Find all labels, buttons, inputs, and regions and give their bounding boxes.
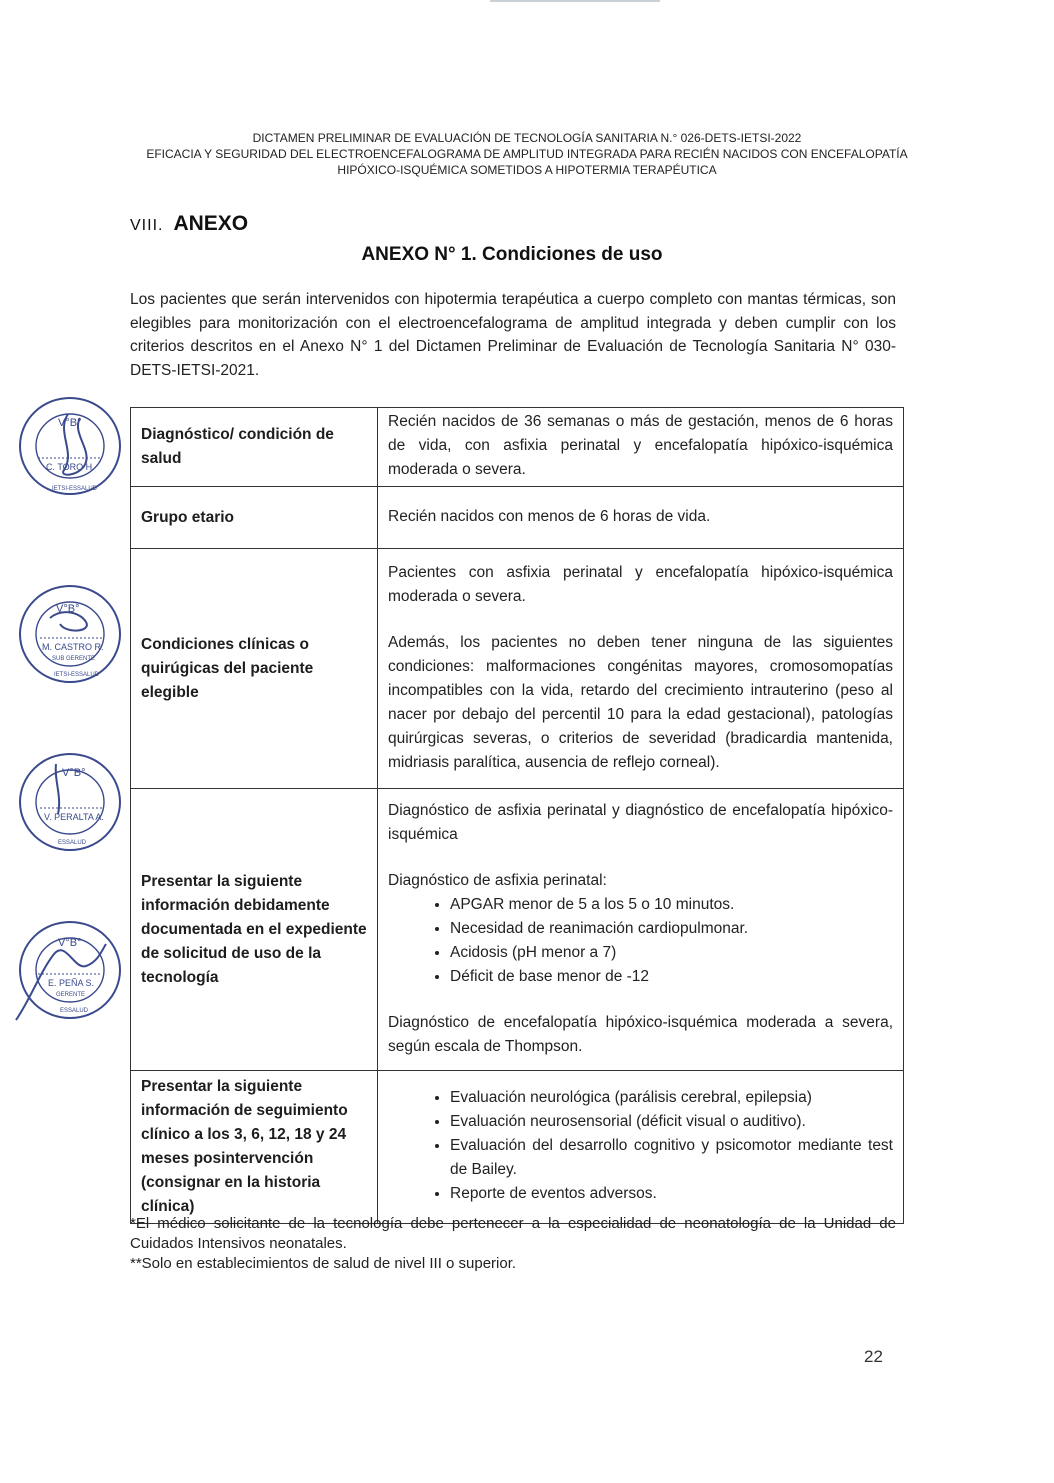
row-text: Recién nacidos de 36 semanas o más de gestación, menos de 6 horas de vida, con asfixia perinatal y encefalopatía hipóxico-isquémica moderada o severa. (388, 413, 893, 478)
stamp-mark: V°B° (58, 937, 82, 949)
conditions-table (130, 407, 904, 1224)
row-label: Diagnóstico/ condición de salud (131, 408, 378, 487)
row-paragraph-3: Diagnóstico de encefalopatía hipóxico-isquémica moderada a severa, según escala de Thompson. (388, 1013, 893, 1055)
header-line-1: DICTAMEN PRELIMINAR DE EVALUACIÓN DE TECNOLOGÍA SANITARIA N.° 026-DETS-IETSI-2022 (252, 131, 802, 145)
footnote-2: **Solo en establecimientos de salud de nivel III o superior. (130, 1255, 517, 1272)
approval-stamp-seal (6, 910, 124, 1026)
stamp-mark: V°B° (62, 767, 86, 779)
list-item: • Evaluación neurosensorial (déficit visual o auditivo). (450, 1110, 893, 1134)
table-row (131, 549, 904, 789)
row-paragraph-2: Además, los pacientes no deben tener ninguna de las siguientes condiciones: malformaciones congénitas mayores, cromosomopatías incompatibles con la vida, retardo del crecimiento intrauterino (peso al nacer por debajo del percentil 10 para la edad gestacional), patologías quirúrgicas severas, o criterios de severidad (bradicardia mantenida, midriasis paralítica, ausencia de reflejo corneal). (388, 633, 893, 771)
row-value (378, 408, 904, 487)
row-label: Presentar la siguiente información debidamente documentada en el expediente de solicitud de uso de la tecnología (131, 789, 378, 1071)
row-label: Condiciones clínicas o quirúgicas del paciente elegible (131, 549, 378, 789)
header-line-3: HIPÓXICO-ISQUÉMICA SOMETIDOS A HIPOTERMIA TERAPÉUTICA (337, 163, 717, 177)
annex-title: ANEXO N° 1. Condiciones de uso (361, 244, 663, 265)
row-value (378, 789, 904, 1071)
page-number: 22 (864, 1347, 883, 1366)
bullet-list (388, 893, 893, 989)
header-line-2: EFICACIA Y SEGURIDAD DEL ELECTROENCEFALOGRAMA DE AMPLITUD INTEGRADA PARA RECIÉN NACIDOS CON ENCEFALOPATÍA (146, 147, 908, 161)
approval-stamp-seal (6, 578, 124, 690)
list-item: • Acidosis (pH menor a 7) (450, 941, 893, 965)
section-heading (130, 212, 248, 236)
stamp-bottom: ESSALUD (60, 1008, 89, 1014)
list-item: • Evaluación neurológica (parálisis cerebral, epilepsia) (450, 1086, 893, 1110)
list-item: • Déficit de base menor de -12 (450, 965, 893, 989)
stamp-bottom: IETSI-ESSALUD (54, 672, 100, 678)
footnote-1: *El médico solicitante de la tecnología debe pertenecer a la especialidad de neonatología de la Unidad de Cuidados Intensivos neonatales. (130, 1215, 896, 1252)
table-row (131, 1071, 904, 1224)
list-item: • Reporte de eventos adversos. (450, 1182, 893, 1206)
bullet-list (388, 1086, 893, 1206)
stamp-role: GERENTE (56, 992, 86, 998)
row-label: Grupo etario (131, 487, 378, 549)
stamp-mark: V°B° (56, 603, 80, 615)
table-row (131, 487, 904, 549)
document-header (60, 130, 994, 178)
table-row (131, 408, 904, 487)
list-item: • APGAR menor de 5 a los 5 o 10 minutos. (450, 893, 893, 917)
row-text: Recién nacidos con menos de 6 horas de vida. (388, 507, 711, 525)
approval-stamp-seal (6, 392, 124, 504)
row-label: Presentar la siguiente información de seguimiento clínico a los 3, 6, 12, 18 y 24 meses posintervención (consignar en la historia clínica) (131, 1071, 378, 1224)
row-value (378, 1071, 904, 1224)
approval-stamp-seal (6, 744, 124, 856)
list-item: • Necesidad de reanimación cardiopulmonar. (450, 917, 893, 941)
stamp-role: SUB GERENTE (52, 656, 96, 662)
footnotes (130, 1214, 896, 1274)
intro-paragraph: Los pacientes que serán intervenidos con hipotermia terapéutica a cuerpo completo con mantas térmicas, son elegibles para monitorización con el electroencefalograma de amplitud integrada y deben cumplir con los criterios descritos en el Anexo N° 1 del Dictamen Preliminar de Evaluación de Tecnología Sanitaria N° 030-DETS-IETSI-2021. (130, 291, 896, 379)
stamp-name: M. CASTRO R. (42, 642, 104, 652)
stamp-mark: V°B° (58, 417, 82, 429)
stamp-name: V. PERALTA A. (44, 812, 104, 822)
row-paragraph-1: Diagnóstico de asfixia perinatal y diagnóstico de encefalopatía hipóxico-isquémica (388, 801, 893, 843)
list-item: • Evaluación del desarrollo cognitivo y psicomotor mediante test de Bailey. (450, 1134, 893, 1182)
scan-artifact-line (490, 0, 660, 2)
table-row (131, 789, 904, 1071)
section-title: ANEXO (173, 212, 249, 235)
row-value (378, 549, 904, 789)
stamp-name: C. TORO H. (46, 462, 95, 472)
section-number: VIII. (130, 217, 164, 234)
row-paragraph-2: Diagnóstico de asfixia perinatal: (388, 871, 607, 889)
stamp-bottom: ESSALUD (58, 840, 87, 846)
row-paragraph-1: Pacientes con asfixia perinatal y encefalopatía hipóxico-isquémica moderada o severa. (388, 563, 893, 605)
stamp-bottom: IETSI-ESSALUD (52, 486, 98, 492)
row-value (378, 487, 904, 549)
stamp-name: E. PEÑA S. (48, 978, 95, 988)
